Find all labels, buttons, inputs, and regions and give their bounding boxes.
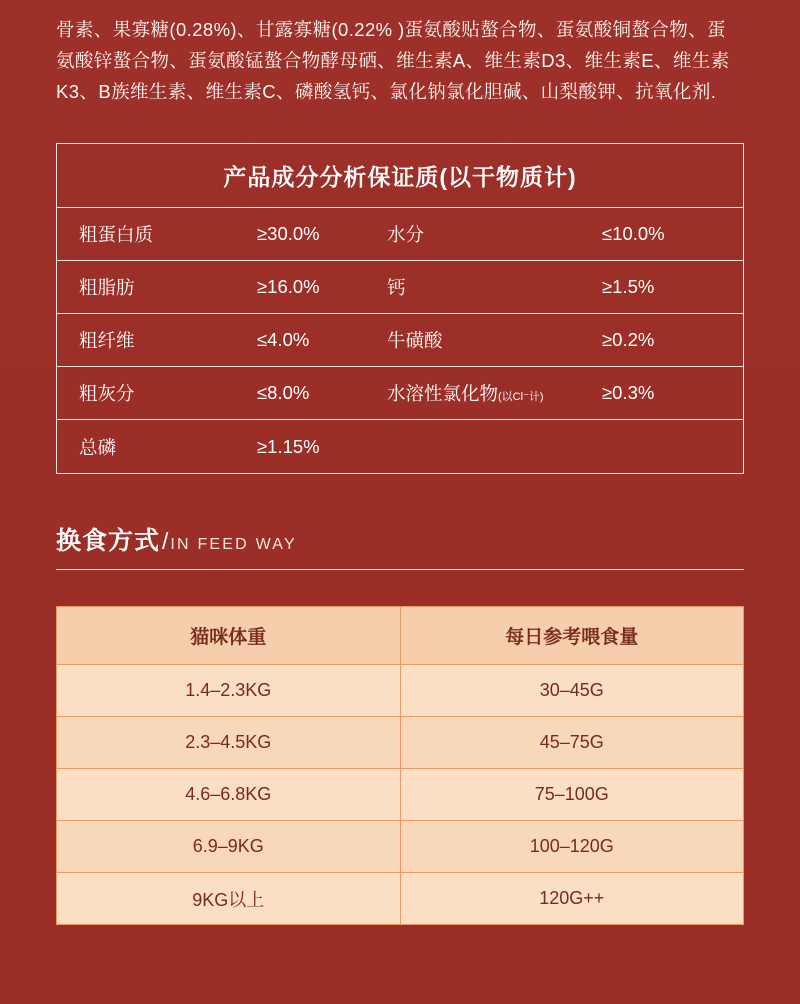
section-title-cn: 换食方式 [56,527,161,555]
table-row [57,367,743,420]
analysis-label: 粗纤维 [79,330,135,351]
cell-amount: 30–45G [400,665,744,717]
analysis-value: ≥1.15% [257,435,320,457]
cell-weight: 4.6–6.8KG [57,769,401,821]
table-row [57,314,743,367]
analysis-label: 牛磺酸 [387,330,443,351]
section-heading-in-feed-way [56,521,744,570]
analysis-table-title: 产品成分分析保证质(以干物质计) [57,144,743,208]
column-header-amount: 每日参考喂食量 [400,607,744,665]
table-row [57,769,744,821]
cell-weight: 9KG以上 [57,873,401,925]
cell-amount: 75–100G [400,769,744,821]
analysis-label: 粗脂肪 [79,277,135,298]
analysis-value: ≥16.0% [257,276,320,297]
table-row [57,873,744,925]
table-row [57,665,744,717]
analysis-value: ≤8.0% [257,382,310,403]
feeding-guide-table [56,606,744,925]
analysis-value: ≥30.0% [257,223,320,244]
analysis-label-text: 水溶性氯化物 [387,383,499,404]
column-header-weight: 猫咪体重 [57,607,401,665]
analysis-value: ≥0.2% [602,329,655,350]
analysis-label: 粗灰分 [79,383,135,404]
analysis-value: ≥1.5% [602,276,655,297]
analysis-table [56,143,744,474]
table-header-row [57,607,744,665]
cell-weight: 6.9–9KG [57,821,401,873]
analysis-label: 粗蛋白质 [79,224,154,245]
analysis-label: 总磷 [79,436,117,458]
table-row [57,261,743,314]
analysis-label: 水分 [387,224,425,245]
analysis-value: ≤4.0% [257,329,310,350]
table-row [57,821,744,873]
analysis-label [387,380,602,406]
table-row [57,420,743,473]
analysis-label-note: (以Cl⁻计) [498,391,544,403]
cell-amount: 100–120G [400,821,744,873]
section-title-separator: / [162,528,169,554]
ingredients-paragraph: 骨素、果寡糖(0.28%)、甘露寡糖(0.22% )蛋氨酸贴螯合物、蛋氨酸铜螯合物、蛋氨酸锌螯合物、蛋氨酸锰螯合物酵母硒、维生素A、维生素D3、维生素E、维生素K3、B族维生素、维生素C、磷酸氢钙、氯化钠氯化胆碱、山梨酸钾、抗氧化剂. [56,19,730,102]
cell-amount: 120G++ [400,873,744,925]
table-row [57,208,743,261]
cell-weight: 1.4–2.3KG [57,665,401,717]
analysis-value: ≥0.3% [602,382,655,403]
table-row [57,717,744,769]
analysis-label: 钙 [387,277,406,298]
cell-amount: 45–75G [400,717,744,769]
analysis-value: ≤10.0% [602,223,665,244]
section-title-en: IN FEED WAY [170,536,297,553]
cell-weight: 2.3–4.5KG [57,717,401,769]
